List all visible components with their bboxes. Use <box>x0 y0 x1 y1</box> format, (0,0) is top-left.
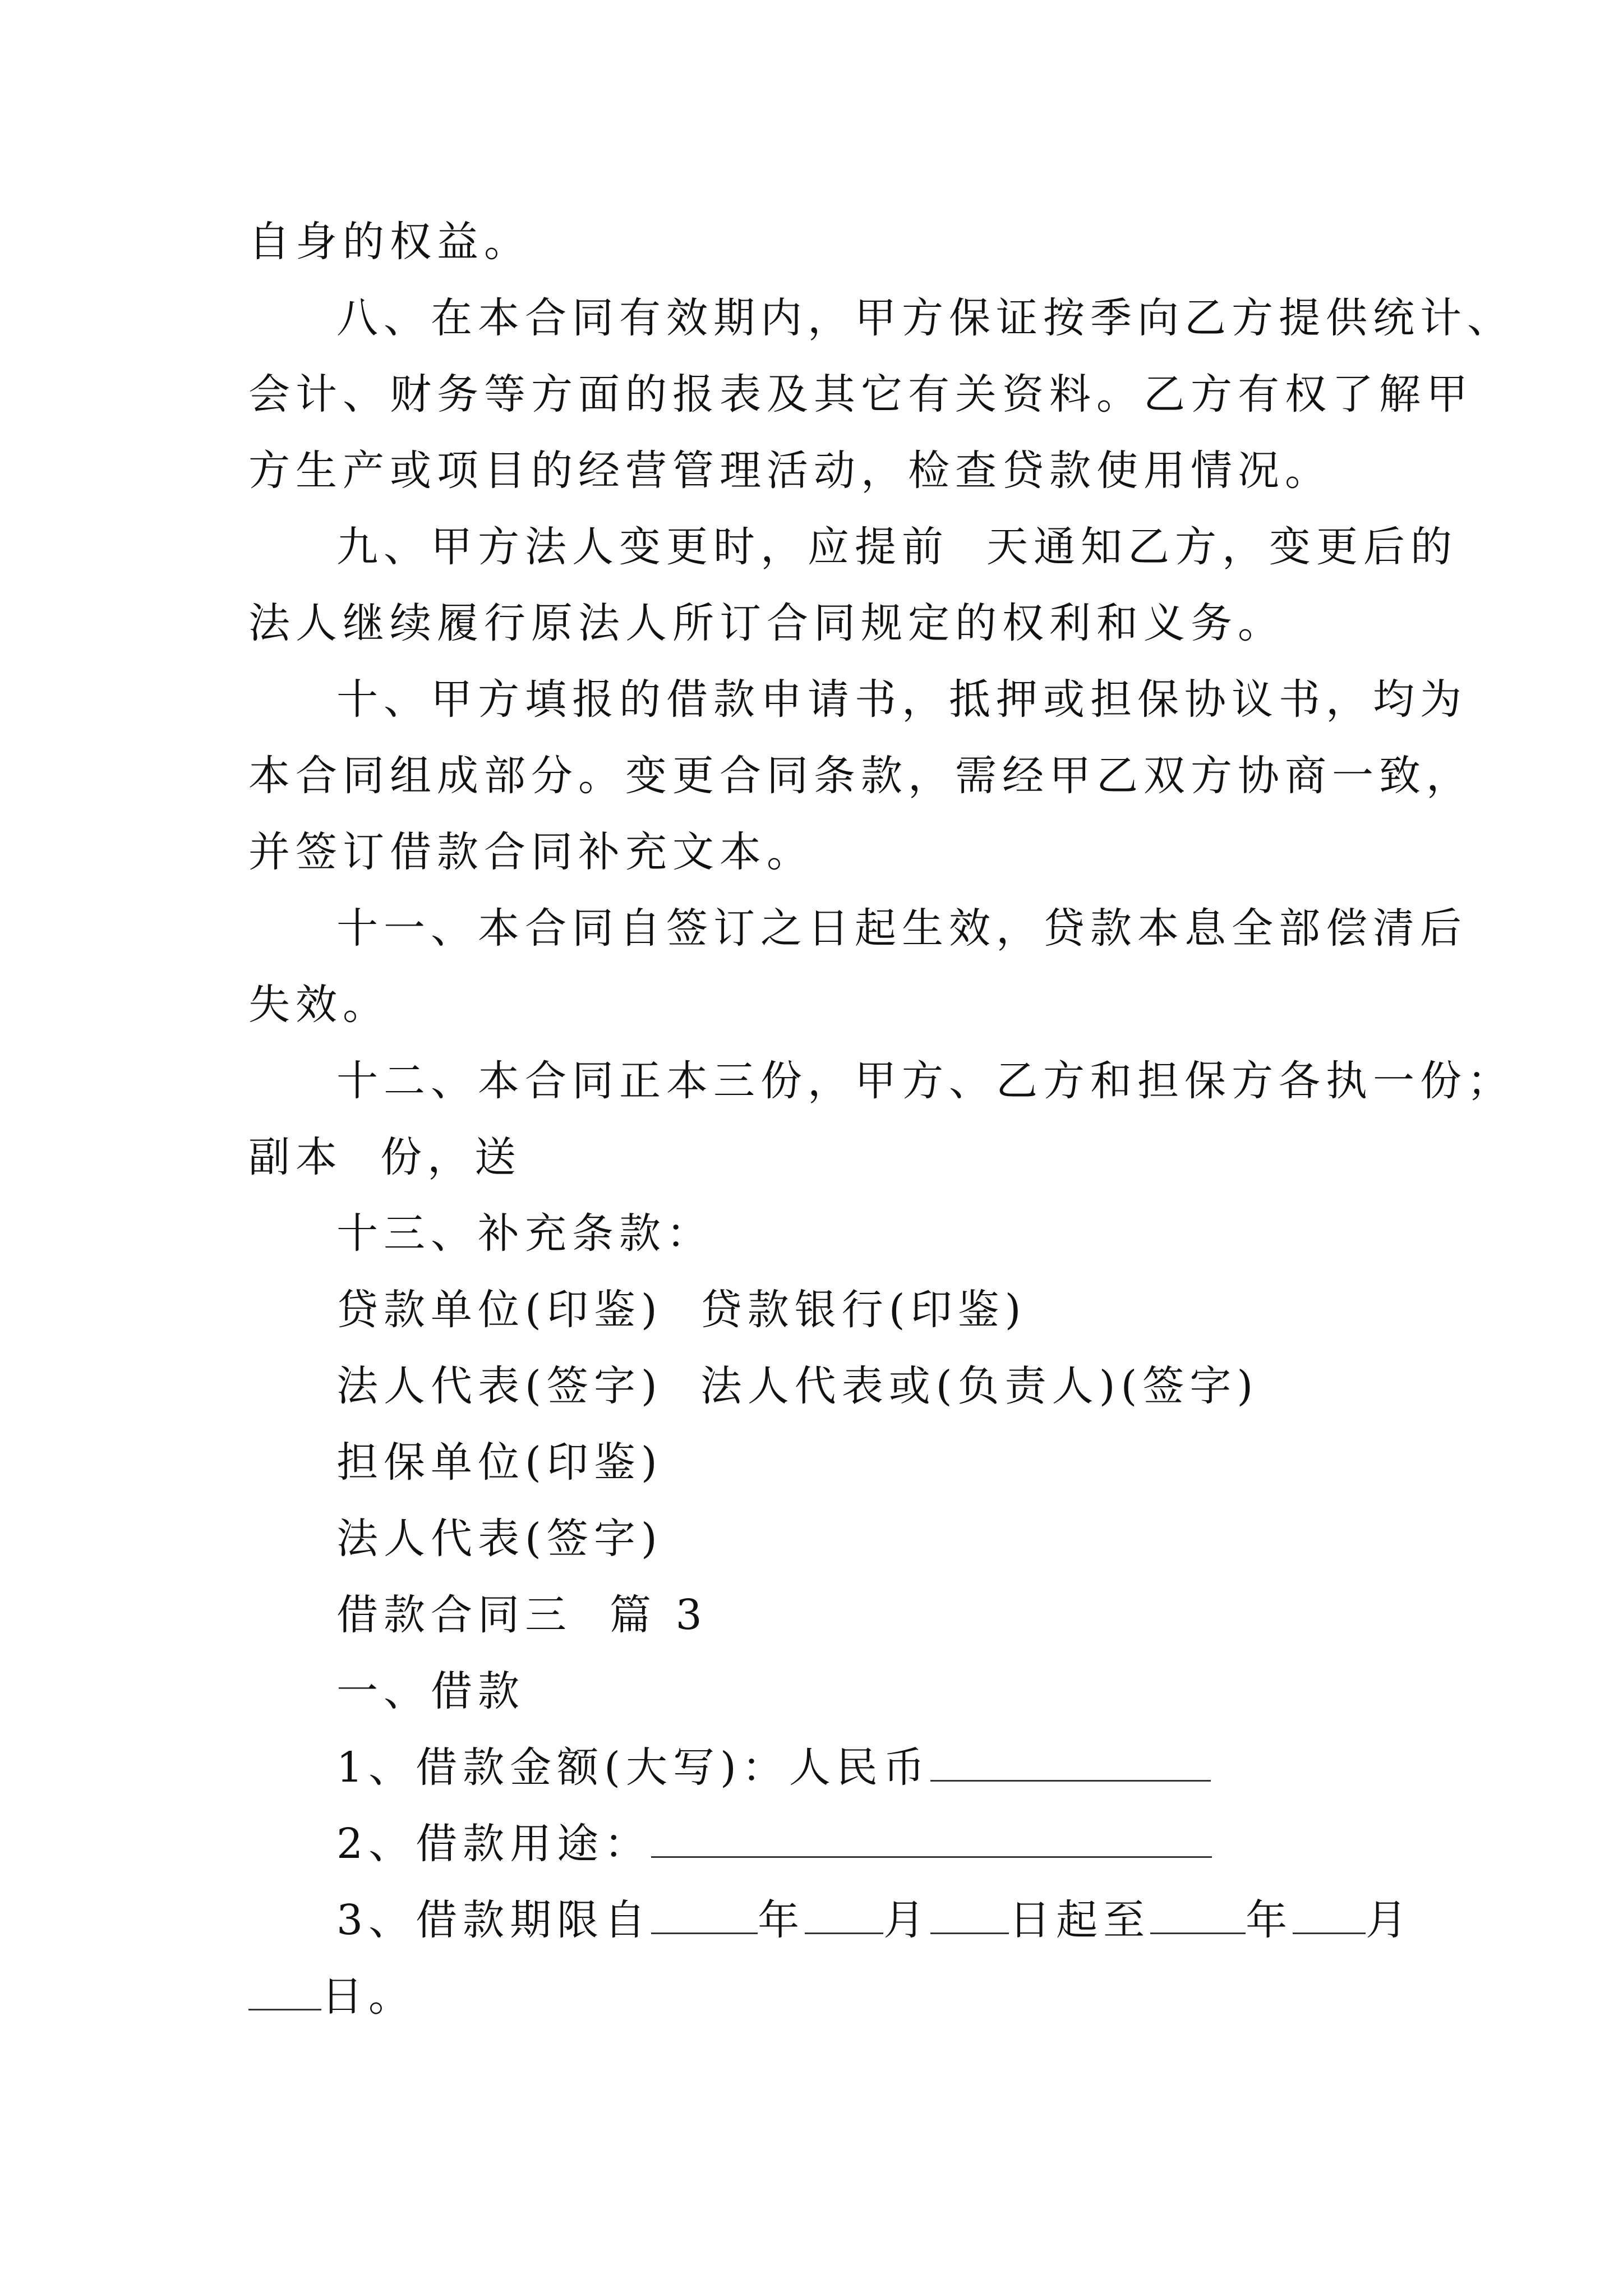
loan-amount-label: 1、借款金额(大写)：人民币 <box>336 1743 930 1792</box>
text-line: 并签订借款合同补充文本。 <box>248 828 814 876</box>
loan-purpose-label: 2、借款用途： <box>336 1820 652 1868</box>
blank-field[interactable] <box>930 1746 1211 1782</box>
section-heading: 借款合同三 篇 3 <box>336 1591 708 1639</box>
blank-field[interactable] <box>651 1899 758 1934</box>
blank-field[interactable] <box>805 1899 883 1934</box>
year-label: 年 <box>758 1896 805 1944</box>
loan-purpose-line <box>0 1805 1623 1883</box>
day-from-label: 日起至 <box>1009 1896 1151 1944</box>
text-line: 十一、本合同自签订之日起生效，贷款本息全部偿清后 <box>336 904 1467 953</box>
loan-term-line <box>0 1881 1623 1959</box>
text-line: 十三、补充条款： <box>336 1209 713 1258</box>
blank-field[interactable] <box>1293 1899 1366 1934</box>
text-line: 自身的权益。 <box>248 218 531 266</box>
blank-field[interactable] <box>1150 1899 1246 1934</box>
loan-term-end-line <box>0 1958 1623 2035</box>
loan-amount-line <box>0 1729 1623 1806</box>
blank-field[interactable] <box>930 1899 1009 1934</box>
day-label: 日。 <box>321 1972 416 2021</box>
text-line: 八、在本合同有效期内，甲方保证按季向乙方提供统计、 <box>336 294 1514 342</box>
signature-line: 担保单位(印鉴) <box>336 1438 663 1487</box>
text-line: 九、甲方法人变更时，应提前 天通知乙方，变更后的 <box>336 523 1458 571</box>
blank-field[interactable] <box>248 1975 321 2010</box>
text-line: 会计、财务等方面的报表及其它有关资料。乙方有权了解甲 <box>248 370 1473 418</box>
signature-line: 法人代表(签字) 法人代表或(负责人)(签字) <box>336 1362 1259 1410</box>
text-line: 方生产或项目的经营管理活动，检查贷款使用情况。 <box>248 447 1332 495</box>
blank-field[interactable] <box>651 1823 1212 1858</box>
section-heading: 一、借款 <box>336 1667 525 1715</box>
text-line: 十二、本合同正本三份，甲方、乙方和担保方各执一份； <box>336 1057 1514 1105</box>
loan-term-label: 3、借款期限自 <box>336 1896 652 1944</box>
month-label: 月 <box>1366 1896 1413 1944</box>
month-label: 月 <box>883 1896 931 1944</box>
signature-line: 法人代表(签字) <box>336 1515 663 1563</box>
text-line: 十、甲方填报的借款申请书，抵押或担保协议书，均为 <box>336 675 1467 724</box>
text-line: 本合同组成部分。变更合同条款，需经甲乙双方协商一致， <box>248 752 1473 800</box>
text-line: 副本 份，送 <box>248 1133 522 1181</box>
text-line: 法人继续履行原法人所订合同规定的权利和义务。 <box>248 599 1285 647</box>
signature-line: 贷款单位(印鉴) 贷款银行(印鉴) <box>336 1286 1027 1334</box>
year-label: 年 <box>1246 1896 1293 1944</box>
text-line: 失效。 <box>248 981 390 1029</box>
